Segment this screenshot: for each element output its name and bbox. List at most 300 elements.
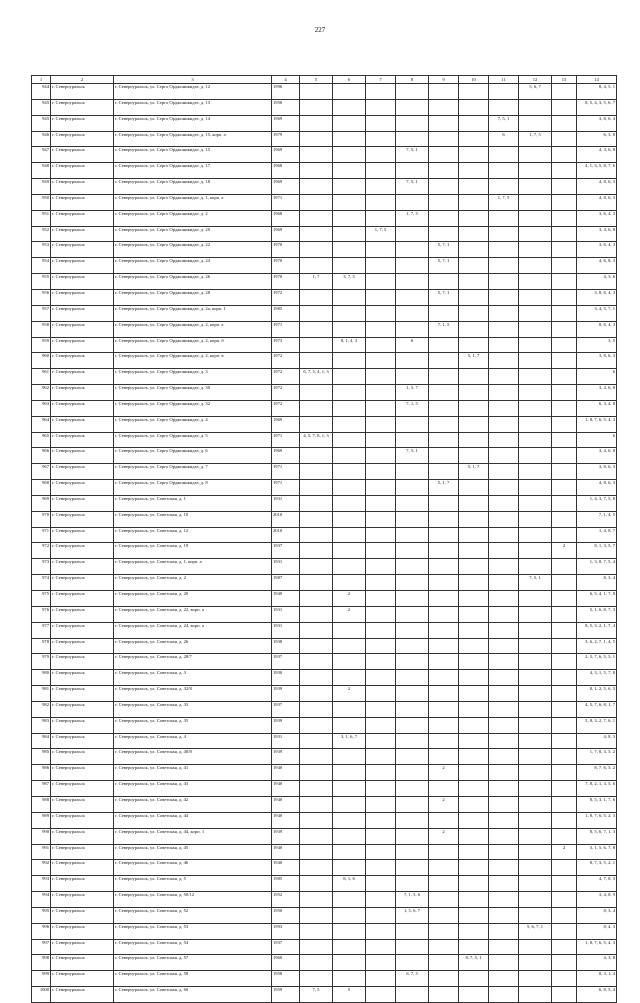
address-cell: г. Североуральск, ул. Серго Орджоникидзе, д. 30	[114, 385, 272, 401]
priority-cell: 8, 3, 1, 4	[577, 971, 617, 987]
value-cell	[366, 591, 396, 607]
value-cell	[366, 828, 396, 844]
value-cell	[519, 939, 552, 955]
value-cell	[552, 242, 577, 258]
value-cell	[300, 448, 333, 464]
column-header: 6	[333, 76, 366, 84]
value-cell	[519, 115, 552, 131]
priority-cell: 1, 8, 7, 6, 5, 4, 3	[577, 939, 617, 955]
value-cell	[459, 495, 489, 511]
priority-cell: 8, 5, 6, 7, 1, 3	[577, 828, 617, 844]
priority-cell: 7, 1, 4, 5	[577, 511, 617, 527]
value-cell	[459, 210, 489, 226]
value-cell: 2	[552, 844, 577, 860]
table-row	[32, 321, 617, 337]
value-cell: 3, 1, 6, 7	[333, 733, 366, 749]
settlement-cell: г. Североуральск	[51, 400, 114, 416]
priority-cell: 4, 8, 3	[577, 733, 617, 749]
value-cell	[396, 432, 429, 448]
value-cell	[459, 686, 489, 702]
value-cell	[396, 749, 429, 765]
value-cell	[366, 701, 396, 717]
settlement-cell: г. Североуральск	[51, 84, 114, 100]
value-cell	[366, 84, 396, 100]
priority-cell: 1, 7, 8, 3, 5, 2	[577, 749, 617, 765]
value-cell	[429, 717, 459, 733]
year-cell: 1931	[272, 559, 300, 575]
value-cell	[459, 971, 489, 987]
priority-cell: 3, 4, 6, 8	[577, 385, 617, 401]
address-cell: г. Североуральск, ул. Советская, д. 43	[114, 781, 272, 797]
value-cell: 8, 1, 6	[333, 876, 366, 892]
value-cell	[519, 907, 552, 923]
address-cell: г. Североуральск, ул. Советская, д. 2	[114, 575, 272, 591]
value-cell	[429, 670, 459, 686]
value-cell	[459, 606, 489, 622]
value-cell	[396, 828, 429, 844]
value-cell	[552, 717, 577, 733]
address-cell: г. Североуральск, ул. Серго Орджоникидзе, д. 18	[114, 179, 272, 195]
priority-cell: 2, 5, 7, 6, 5, 3, 1	[577, 654, 617, 670]
value-cell	[396, 575, 429, 591]
value-cell	[429, 527, 459, 543]
value-cell	[366, 670, 396, 686]
value-cell: 7, 5, 1	[396, 147, 429, 163]
value-cell	[396, 987, 429, 1003]
value-cell	[366, 717, 396, 733]
value-cell: 5, 7, 1	[429, 289, 459, 305]
value-cell	[366, 844, 396, 860]
value-cell	[333, 385, 366, 401]
value-cell	[366, 606, 396, 622]
value-cell	[366, 812, 396, 828]
value-cell	[429, 84, 459, 100]
value-cell	[552, 385, 577, 401]
address-cell: г. Североуральск, ул. Советская, д. 19	[114, 543, 272, 559]
row-number: 981	[32, 686, 51, 702]
value-cell	[552, 860, 577, 876]
value-cell	[300, 84, 333, 100]
table-row	[32, 99, 617, 115]
value-cell	[366, 274, 396, 290]
value-cell	[333, 131, 366, 147]
settlement-cell: г. Североуральск	[51, 448, 114, 464]
value-cell	[459, 480, 489, 496]
settlement-cell: г. Североуральск	[51, 796, 114, 812]
value-cell	[489, 701, 519, 717]
value-cell	[333, 210, 366, 226]
value-cell	[300, 907, 333, 923]
value-cell	[552, 163, 577, 179]
value-cell	[459, 923, 489, 939]
address-cell: г. Североуральск, ул. Серго Орджоникидзе, д. 15	[114, 147, 272, 163]
value-cell	[519, 305, 552, 321]
table-row	[32, 955, 617, 971]
value-cell	[333, 781, 366, 797]
year-cell: 1940	[272, 781, 300, 797]
value-cell	[489, 321, 519, 337]
address-cell: г. Североуральск, ул. Серго Орджоникидзе, д. 12	[114, 84, 272, 100]
value-cell	[300, 543, 333, 559]
row-number: 974	[32, 575, 51, 591]
value-cell	[366, 765, 396, 781]
value-cell	[396, 939, 429, 955]
address-cell: г. Североуральск, ул. Советская, д. 46	[114, 860, 272, 876]
year-cell: 1970	[272, 258, 300, 274]
value-cell	[429, 464, 459, 480]
value-cell: 7, 5	[300, 987, 333, 1003]
settlement-cell: г. Североуральск	[51, 99, 114, 115]
value-cell	[489, 464, 519, 480]
value-cell	[429, 733, 459, 749]
table-row	[32, 432, 617, 448]
address-cell: г. Североуральск, ул. Советская, д. 33	[114, 701, 272, 717]
settlement-cell: г. Североуральск	[51, 591, 114, 607]
value-cell: 7, 5, 1	[396, 448, 429, 464]
row-number: 984	[32, 733, 51, 749]
table-row	[32, 749, 617, 765]
value-cell	[519, 369, 552, 385]
column-header: 9	[429, 76, 459, 84]
value-cell	[552, 781, 577, 797]
settlement-cell: г. Североуральск	[51, 321, 114, 337]
value-cell	[489, 828, 519, 844]
settlement-cell: г. Североуральск	[51, 765, 114, 781]
settlement-cell: г. Североуральск	[51, 432, 114, 448]
value-cell	[429, 876, 459, 892]
value-cell	[459, 511, 489, 527]
address-cell: г. Североуральск, ул. Советская, д. 22, корп. а	[114, 606, 272, 622]
address-cell: г. Североуральск, ул. Серго Орджоникидзе, д. 2, корп. а	[114, 321, 272, 337]
value-cell	[300, 686, 333, 702]
address-cell: г. Североуральск, ул. Серго Орджоникидзе, д. 8	[114, 480, 272, 496]
value-cell	[459, 812, 489, 828]
address-cell: г. Североуральск, ул. Серго Орджоникидзе, д. 17	[114, 163, 272, 179]
address-cell: г. Североуральск, ул. Советская, д. 10	[114, 511, 272, 527]
settlement-cell: г. Североуральск	[51, 274, 114, 290]
value-cell	[300, 242, 333, 258]
value-cell	[552, 305, 577, 321]
value-cell	[396, 860, 429, 876]
year-cell: 1971	[272, 480, 300, 496]
row-number: 964	[32, 416, 51, 432]
value-cell	[459, 147, 489, 163]
value-cell	[489, 400, 519, 416]
value-cell	[300, 749, 333, 765]
value-cell: 7, 5, 1	[489, 115, 519, 131]
year-cell: 1969	[272, 226, 300, 242]
value-cell	[366, 480, 396, 496]
table-row	[32, 591, 617, 607]
settlement-cell: г. Североуральск	[51, 289, 114, 305]
value-cell	[396, 844, 429, 860]
row-number: 970	[32, 511, 51, 527]
year-cell: 1940	[272, 765, 300, 781]
value-cell	[333, 622, 366, 638]
row-number: 956	[32, 289, 51, 305]
table-row	[32, 622, 617, 638]
value-cell	[429, 337, 459, 353]
settlement-cell: г. Североуральск	[51, 179, 114, 195]
address-cell: г. Североуральск, ул. Советская, д. 26	[114, 638, 272, 654]
value-cell	[396, 733, 429, 749]
value-cell	[519, 654, 552, 670]
year-cell: 1979	[272, 131, 300, 147]
value-cell	[333, 796, 366, 812]
value-cell	[459, 828, 489, 844]
value-cell	[429, 955, 459, 971]
value-cell	[519, 828, 552, 844]
value-cell: 6, 7, 5	[396, 971, 429, 987]
address-cell: г. Североуральск, ул. Серго Орджоникидзе, д. 32	[114, 400, 272, 416]
address-cell: г. Североуральск, ул. Советская, д. 42	[114, 796, 272, 812]
priority-cell: 4, 1, 3, 5, 8, 7, 6	[577, 163, 617, 179]
value-cell	[552, 765, 577, 781]
value-cell	[489, 860, 519, 876]
value-cell	[333, 258, 366, 274]
priority-cell: 3, 4, 6, 8	[577, 226, 617, 242]
value-cell	[489, 606, 519, 622]
value-cell	[552, 321, 577, 337]
settlement-cell: г. Североуральск	[51, 543, 114, 559]
settlement-cell: г. Североуральск	[51, 337, 114, 353]
year-cell: 1969	[272, 147, 300, 163]
address-cell: г. Североуральск, ул. Серго Орджоникидзе, д. 26	[114, 274, 272, 290]
value-cell	[366, 923, 396, 939]
value-cell	[552, 971, 577, 987]
settlement-cell: г. Североуральск	[51, 717, 114, 733]
year-cell: 1938	[272, 638, 300, 654]
value-cell	[552, 511, 577, 527]
table-row	[32, 210, 617, 226]
table-row	[32, 844, 617, 860]
value-cell	[300, 701, 333, 717]
value-cell	[333, 812, 366, 828]
value-cell: 1, 7, 5	[489, 194, 519, 210]
value-cell	[333, 194, 366, 210]
housing-register-table	[31, 75, 617, 1003]
table-row	[32, 575, 617, 591]
table-row	[32, 971, 617, 987]
address-cell: г. Североуральск, ул. Советская, д. 60	[114, 987, 272, 1003]
address-cell: г. Североуральск, ул. Серго Орджоникидзе, д. 5	[114, 432, 272, 448]
value-cell	[396, 701, 429, 717]
value-cell: 5, 7, 1	[429, 242, 459, 258]
row-number: 967	[32, 464, 51, 480]
settlement-cell: г. Североуральск	[51, 163, 114, 179]
column-header: 10	[459, 76, 489, 84]
value-cell	[333, 971, 366, 987]
address-cell: г. Североуральск, ул. Серго Орджоникидзе, д. 1, корп. а	[114, 194, 272, 210]
address-cell: г. Североуральск, ул. Советская, д. 1	[114, 495, 272, 511]
table-row	[32, 289, 617, 305]
settlement-cell: г. Североуральск	[51, 860, 114, 876]
table-row	[32, 337, 617, 353]
value-cell	[552, 527, 577, 543]
value-cell	[459, 84, 489, 100]
value-cell	[519, 210, 552, 226]
priority-cell: 6	[577, 369, 617, 385]
value-cell	[300, 654, 333, 670]
value-cell	[489, 876, 519, 892]
row-number: 1000	[32, 987, 51, 1003]
value-cell: 7, 5, 1	[396, 179, 429, 195]
year-cell: 1968	[272, 163, 300, 179]
value-cell	[366, 543, 396, 559]
settlement-cell: г. Североуральск	[51, 606, 114, 622]
address-cell: г. Североуральск, ул. Советская, д. 12	[114, 527, 272, 543]
value-cell: 1, 7, 5	[519, 131, 552, 147]
value-cell	[366, 163, 396, 179]
table-row	[32, 781, 617, 797]
value-cell	[459, 115, 489, 131]
row-number: 999	[32, 971, 51, 987]
value-cell	[519, 606, 552, 622]
value-cell	[519, 495, 552, 511]
value-cell	[396, 131, 429, 147]
value-cell	[519, 321, 552, 337]
settlement-cell: г. Североуральск	[51, 464, 114, 480]
value-cell	[519, 432, 552, 448]
priority-cell: 8, 5, 4, 3, 5, 6, 7	[577, 99, 617, 115]
table-row	[32, 670, 617, 686]
value-cell	[396, 305, 429, 321]
value-cell	[519, 194, 552, 210]
value-cell	[552, 701, 577, 717]
value-cell	[552, 480, 577, 496]
value-cell	[366, 575, 396, 591]
address-cell: г. Североуральск, ул. Серго Орджоникидзе, д. 2	[114, 210, 272, 226]
year-cell: 1971	[272, 464, 300, 480]
value-cell	[300, 860, 333, 876]
year-cell: 1972	[272, 369, 300, 385]
row-number: 972	[32, 543, 51, 559]
value-cell	[366, 242, 396, 258]
address-cell: г. Североуральск, ул. Советская, д. 28/7	[114, 654, 272, 670]
value-cell	[459, 654, 489, 670]
value-cell	[519, 274, 552, 290]
address-cell: г. Североуральск, ул. Серго Орджоникидзе, д. 13	[114, 99, 272, 115]
settlement-cell: г. Североуральск	[51, 781, 114, 797]
value-cell: 2	[552, 543, 577, 559]
value-cell	[396, 955, 429, 971]
value-cell	[459, 448, 489, 464]
value-cell	[489, 765, 519, 781]
address-cell: г. Североуральск, ул. Советская, д. 32/8	[114, 686, 272, 702]
year-cell: 1939	[272, 717, 300, 733]
value-cell	[459, 400, 489, 416]
value-cell	[429, 274, 459, 290]
value-cell: 5, 1, 7	[459, 353, 489, 369]
value-cell	[489, 591, 519, 607]
settlement-cell: г. Североуральск	[51, 892, 114, 908]
value-cell	[366, 305, 396, 321]
settlement-cell: г. Североуральск	[51, 907, 114, 923]
value-cell	[396, 289, 429, 305]
value-cell	[489, 622, 519, 638]
value-cell	[366, 876, 396, 892]
value-cell	[459, 163, 489, 179]
settlement-cell: г. Североуральск	[51, 987, 114, 1003]
value-cell	[519, 527, 552, 543]
value-cell	[366, 559, 396, 575]
value-cell	[366, 733, 396, 749]
settlement-cell: г. Североуральск	[51, 385, 114, 401]
value-cell	[300, 353, 333, 369]
value-cell	[300, 147, 333, 163]
value-cell	[459, 385, 489, 401]
year-cell: 1969	[272, 115, 300, 131]
value-cell	[366, 511, 396, 527]
value-cell	[396, 495, 429, 511]
row-number: 988	[32, 796, 51, 812]
year-cell: 1971	[272, 432, 300, 448]
table-row	[32, 194, 617, 210]
row-number: 947	[32, 147, 51, 163]
value-cell	[519, 147, 552, 163]
value-cell	[300, 289, 333, 305]
value-cell	[429, 638, 459, 654]
value-cell	[396, 242, 429, 258]
value-cell	[300, 812, 333, 828]
value-cell: 7, 5, 1	[519, 575, 552, 591]
table-row	[32, 131, 617, 147]
table-row	[32, 923, 617, 939]
row-number: 959	[32, 337, 51, 353]
priority-cell: 8, 7, 6, 5, 2	[577, 765, 617, 781]
value-cell	[396, 781, 429, 797]
value-cell: 5	[333, 987, 366, 1003]
value-cell	[552, 464, 577, 480]
table-row	[32, 84, 617, 100]
value-cell	[333, 305, 366, 321]
value-cell	[366, 860, 396, 876]
address-cell: г. Североуральск, ул. Советская, д. 50/12	[114, 892, 272, 908]
value-cell	[300, 210, 333, 226]
value-cell	[519, 796, 552, 812]
value-cell	[300, 99, 333, 115]
priority-cell: 3, 4, 5, 7, 1	[577, 305, 617, 321]
value-cell	[396, 812, 429, 828]
table-row	[32, 242, 617, 258]
priority-cell: 6, 5, 4, 1, 7, 8	[577, 591, 617, 607]
priority-cell: 8, 6, 4, 3	[577, 321, 617, 337]
address-cell: г. Североуральск, ул. Серго Орджоникидзе, д. 14	[114, 115, 272, 131]
value-cell	[396, 258, 429, 274]
value-cell	[429, 971, 459, 987]
table-row	[32, 686, 617, 702]
value-cell	[366, 400, 396, 416]
value-cell	[366, 179, 396, 195]
address-cell: г. Североуральск, ул. Серго Орджоникидзе, д. 20	[114, 226, 272, 242]
value-cell	[333, 765, 366, 781]
priority-cell: 3, 4, 8, 9	[577, 892, 617, 908]
priority-cell: 8, 5, 3, 1, 7, 6	[577, 796, 617, 812]
row-number: 965	[32, 432, 51, 448]
value-cell	[489, 369, 519, 385]
priority-cell: 8, 1, 3, 5, 7	[577, 543, 617, 559]
value-cell	[366, 289, 396, 305]
address-cell: г. Североуральск, ул. Серго Орджоникидзе, д. 2, корп. в	[114, 353, 272, 369]
value-cell	[459, 844, 489, 860]
value-cell	[429, 400, 459, 416]
value-cell	[300, 717, 333, 733]
settlement-cell: г. Североуральск	[51, 686, 114, 702]
priority-cell: 1, 8, 7, 6, 5, 4, 3	[577, 416, 617, 432]
priority-cell: 8, 3, 4	[577, 907, 617, 923]
value-cell: 1, 7, 5	[396, 210, 429, 226]
value-cell	[333, 147, 366, 163]
